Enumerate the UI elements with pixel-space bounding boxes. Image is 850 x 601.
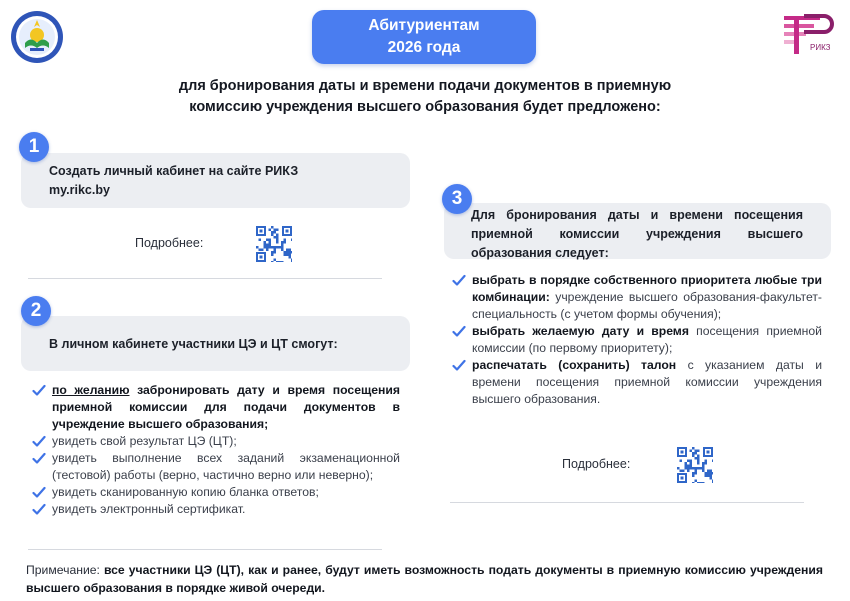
list-item: выбрать желаемую дату и время посещения приемной комиссии (по первому приоритету); — [450, 323, 822, 357]
step-1-more-label: Подробнее: — [135, 236, 204, 250]
check-icon — [452, 359, 466, 372]
title-banner — [312, 10, 536, 64]
svg-text:РИКЗ: РИКЗ — [810, 43, 831, 52]
title-line-2: 2026 года — [387, 39, 461, 56]
list-item: выбрать в порядке собственного приоритета любые три комбинации: учреждение высшего образования-факультет-специальность (с учетом формы обучения); — [450, 272, 822, 323]
step-1-text-line-1: Создать личный кабинет на сайте РИКЗ — [49, 164, 299, 178]
step-3-card — [444, 203, 831, 259]
title-line-1: Абитуриентам — [368, 17, 480, 34]
step-1-card — [21, 153, 410, 208]
list-item: увидеть электронный сертификат. — [30, 501, 400, 518]
step-3-list — [450, 272, 822, 408]
list-item: распечатать (сохранить) талон с указанием даты и времени посещения приемной комиссии учреждения высшего образования. — [450, 357, 822, 408]
footnote-text: все участники ЦЭ (ЦТ), как и ранее, будут иметь возможность подать документы в приемную комиссию учреждения высшего образования в порядке живой очереди. — [26, 563, 823, 595]
check-icon — [32, 486, 46, 499]
step-1-number: 1 — [19, 132, 49, 162]
step-2-card — [21, 316, 410, 371]
ministry-emblem-logo — [10, 10, 64, 64]
footnote-label: Примечание: — [26, 563, 104, 577]
step-3-number: 3 — [442, 184, 472, 214]
divider — [28, 278, 382, 279]
check-icon — [452, 325, 466, 338]
check-icon — [32, 435, 46, 448]
step-2-list — [30, 382, 400, 518]
list-item: увидеть сканированную копию бланка ответов; — [30, 484, 400, 501]
check-icon — [452, 274, 466, 287]
check-icon — [32, 452, 46, 465]
divider — [450, 502, 804, 503]
check-icon — [32, 384, 46, 397]
step-3-more-label: Подробнее: — [562, 457, 631, 471]
qr-code-icon[interactable] — [256, 226, 292, 262]
step-3-heading: Для бронирования даты и времени посещения приемной комиссии учреждения высшего образования следует: — [471, 208, 803, 260]
step-2-number: 2 — [21, 296, 51, 326]
step-1-link[interactable]: my.rikc.by — [49, 183, 110, 197]
list-item: увидеть выполнение всех заданий экзаменационной (тестовой) работы (верно, частично верно или неверно); — [30, 450, 400, 484]
check-icon — [32, 503, 46, 516]
list-item: по желанию забронировать дату и время посещения приемной комиссии для подачи документов в учреждение высшего образования; — [30, 382, 400, 433]
list-item: увидеть свой результат ЦЭ (ЦТ); — [30, 433, 400, 450]
footnote — [26, 561, 823, 597]
qr-code-icon[interactable] — [677, 447, 713, 483]
page-subtitle: для бронирования даты и времени подачи документов в приемную комиссию учреждения высшего образования будет предложено: — [178, 78, 672, 115]
rikz-logo — [780, 12, 836, 58]
step-2-heading: В личном кабинете участники ЦЭ и ЦТ смогут: — [49, 337, 338, 351]
divider — [28, 549, 382, 550]
